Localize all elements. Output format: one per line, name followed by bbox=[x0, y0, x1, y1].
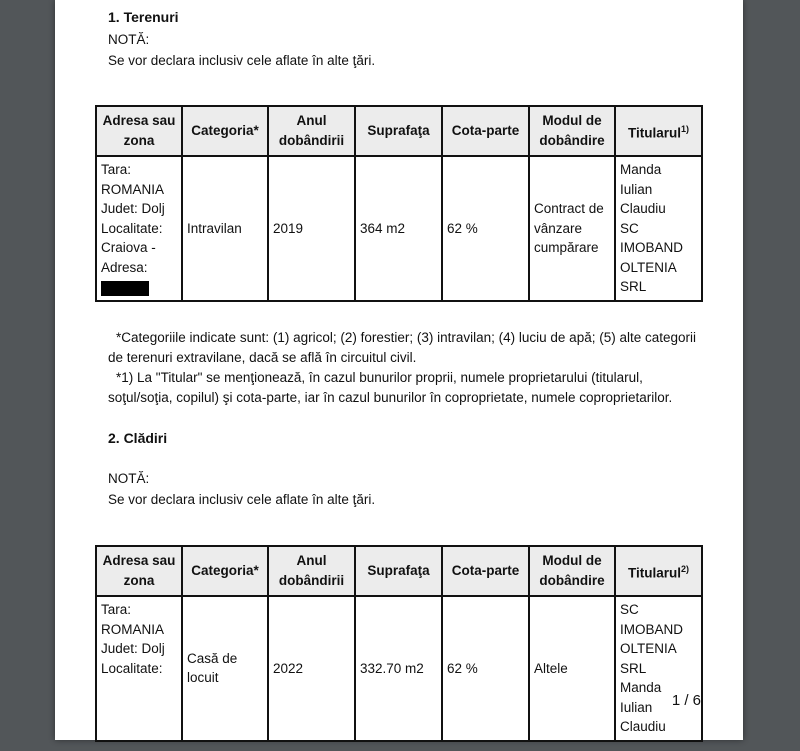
table-header-row bbox=[96, 546, 702, 596]
cell-owner bbox=[615, 156, 702, 301]
header-owner-label: Titularul bbox=[627, 565, 681, 581]
table-row bbox=[96, 596, 702, 741]
table-row bbox=[96, 156, 702, 301]
section-title-terenuri: 1. Terenuri bbox=[108, 9, 179, 25]
header-owner-footnote: 2) bbox=[681, 563, 690, 574]
address-line: Adresa: bbox=[101, 259, 148, 275]
cell-category bbox=[182, 596, 268, 741]
header-year: Anul dobândirii bbox=[268, 546, 355, 596]
cladiri-table bbox=[95, 545, 703, 742]
owner-line: Manda Iulian bbox=[620, 162, 662, 197]
terenuri-table bbox=[95, 105, 703, 302]
address-line: Tara: bbox=[101, 162, 132, 177]
address-line: Craiova - bbox=[101, 240, 156, 255]
address-line: Localitate: bbox=[101, 660, 163, 676]
owner-line: Manda Iulian bbox=[620, 680, 662, 715]
cell-owner bbox=[615, 596, 702, 741]
cell-mode: Altele bbox=[529, 596, 615, 741]
header-mode: Modul de dobândire bbox=[529, 546, 615, 596]
nota-label: NOTĂ: bbox=[108, 471, 150, 486]
cell-address bbox=[96, 596, 182, 741]
address-line: Tara: bbox=[101, 602, 132, 617]
footnote-titular: *1) La "Titular" se menţionează, în cazul bunurilor proprii, numele proprietarului (titularul, soţul/soţia, copilul) şi cota-parte, iar în cazul bunurilor în coproprietate, numele coproprietarilor. bbox=[108, 370, 673, 405]
address-line: ROMANIA bbox=[101, 621, 165, 637]
table-header-row bbox=[96, 106, 702, 156]
header-owner-footnote: 1) bbox=[681, 123, 690, 134]
nota-text: Se vor declara inclusiv cele aflate în alte ţări. bbox=[108, 53, 376, 68]
cell-address bbox=[96, 156, 182, 301]
footnotes bbox=[108, 328, 698, 408]
header-address: Adresa sau zona bbox=[96, 106, 182, 156]
header-owner bbox=[615, 106, 702, 156]
owner-line: SC IMOBAND bbox=[620, 602, 684, 637]
page-number: 1 / 6 bbox=[671, 692, 701, 709]
nota-label: NOTĂ: bbox=[108, 32, 150, 47]
section-title-cladiri: 2. Clădiri bbox=[108, 430, 168, 446]
cell-year: 2022 bbox=[268, 596, 355, 741]
header-year: Anul dobândirii bbox=[268, 106, 355, 156]
cell-area: 364 m2 bbox=[355, 156, 442, 301]
category-line: Casă de bbox=[187, 650, 238, 666]
mode-line: vânzare bbox=[534, 220, 583, 236]
cell-share: 62 % bbox=[442, 596, 529, 741]
nota-text: Se vor declara inclusiv cele aflate în alte ţări. bbox=[108, 492, 376, 507]
mode-line: Contract de bbox=[534, 201, 604, 216]
document-page bbox=[55, 0, 743, 740]
cell-mode bbox=[529, 156, 615, 301]
header-category: Categoria* bbox=[182, 106, 268, 156]
address-line: Localitate: bbox=[101, 220, 163, 236]
cell-area: 332.70 m2 bbox=[355, 596, 442, 741]
owner-line: Claudiu bbox=[620, 719, 666, 734]
owner-line: SC IMOBAND bbox=[620, 220, 684, 255]
cell-category: Intravilan bbox=[182, 156, 268, 301]
header-owner-label: Titularul bbox=[627, 125, 681, 141]
cell-year: 2019 bbox=[268, 156, 355, 301]
header-address: Adresa sau zona bbox=[96, 546, 182, 596]
owner-line: OLTENIA SRL bbox=[620, 259, 677, 294]
owner-line: Claudiu bbox=[620, 201, 666, 216]
header-owner bbox=[615, 546, 702, 596]
cell-share: 62 % bbox=[442, 156, 529, 301]
category-line: locuit bbox=[187, 670, 219, 686]
header-share: Cota-parte bbox=[442, 106, 529, 156]
header-category: Categoria* bbox=[182, 546, 268, 596]
owner-line: OLTENIA SRL bbox=[620, 641, 677, 676]
footnote-categories: *Categoriile indicate sunt: (1) agricol; (2) forestier; (3) intravilan; (4) luciu de apă; (5) alte categorii de terenuri extravilane, dacă se află în circuitul civil. bbox=[108, 330, 697, 365]
header-mode: Modul de dobândire bbox=[529, 106, 615, 156]
address-line: Judet: Dolj bbox=[101, 201, 165, 216]
header-area: Suprafaţa bbox=[355, 106, 442, 156]
address-line: Judet: Dolj bbox=[101, 641, 165, 656]
header-share: Cota-parte bbox=[442, 546, 529, 596]
mode-line: cumpărare bbox=[534, 240, 599, 255]
address-line: ROMANIA bbox=[101, 181, 165, 197]
redaction-block bbox=[101, 281, 149, 296]
header-area: Suprafaţa bbox=[355, 546, 442, 596]
